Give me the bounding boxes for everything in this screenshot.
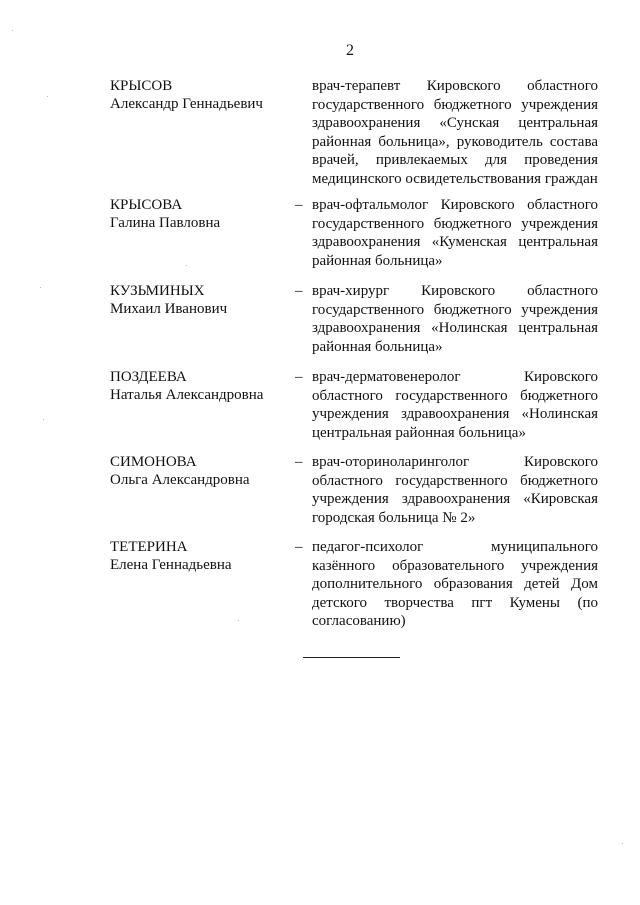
member-name (110, 538, 290, 574)
member-position: врач-терапевт Кировского областного государственного бюджетного учреждения здравоохранения «Сунская центральная районная больница», руководитель состава врачей, привлекаемых для проведения медицинского освидетельствования граждан (312, 78, 598, 187)
member-surname: СИМОНОВА (110, 454, 197, 470)
member-given-names: Галина Павловна (110, 215, 221, 231)
member-given-names: Александр Геннадьевич (110, 96, 263, 112)
member-surname: ПОЗДЕЕВА (110, 369, 187, 385)
member-given-names: Михаил Иванович (110, 301, 228, 317)
member-given-names: Ольга Александровна (110, 472, 250, 488)
member-surname: КУЗЬМИНЫХ (110, 283, 205, 299)
member-surname: КРЫСОВА (110, 197, 183, 213)
page-number: 2 (346, 42, 354, 59)
member-name (110, 282, 290, 318)
member-position: врач-офтальмолог Кировского областного государственного бюджетного учреждения здравоохранения «Куменская центральная районная больница» (312, 197, 598, 269)
scan-speck (40, 287, 41, 288)
entry-dash: – (295, 539, 303, 555)
scan-speck (622, 843, 623, 844)
scan-speck (43, 419, 44, 420)
scan-speck (47, 96, 48, 97)
member-given-names: Наталья Александровна (110, 387, 264, 403)
member-position: врач-дерматовенеролог Кировского областного государственного бюджетного учреждения здравоохранения «Нолинская центральная районная больница» (312, 369, 598, 441)
entry-dash: – (295, 283, 303, 299)
scan-speck (238, 620, 239, 621)
entry-dash: – (295, 454, 303, 470)
member-given-names: Елена Геннадьевна (110, 557, 232, 573)
member-name (110, 77, 290, 113)
member-surname: ТЕТЕРИНА (110, 539, 188, 555)
member-name (110, 196, 290, 232)
entry-dash: – (295, 197, 303, 213)
closing-rule (303, 657, 400, 658)
scan-speck (186, 265, 187, 266)
member-name (110, 453, 290, 489)
member-position: врач-оториноларинголог Кировского областного государственного бюджетного учреждения здравоохранения «Кировская городская больница № 2» (312, 454, 598, 526)
member-position: педагог-психолог муниципального казённого образовательного учреждения дополнительного образования детей Дом детского творчества пгт Кумены (по согласованию) (312, 539, 598, 629)
member-surname: КРЫСОВ (110, 78, 173, 94)
member-name (110, 368, 290, 404)
entry-dash: – (295, 369, 303, 385)
member-position: врач-хирург Кировского областного государственного бюджетного учреждения здравоохранения «Нолинская центральная районная больница» (312, 283, 598, 355)
scan-speck (12, 30, 13, 31)
